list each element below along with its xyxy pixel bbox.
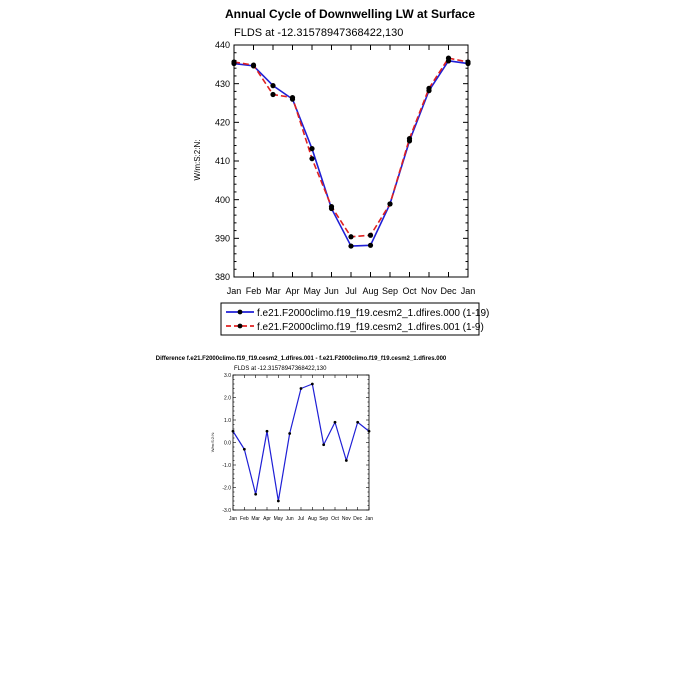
top-chart-series-2-point <box>368 233 373 238</box>
bottom-chart-y-tick-label: 2.0 <box>224 395 231 402</box>
top-chart-series-2-point <box>251 63 256 68</box>
top-chart-series-1-point <box>270 83 275 88</box>
top-chart-series-1-point <box>348 243 353 248</box>
bottom-chart-series-1-point <box>300 387 303 390</box>
bottom-chart-title: Difference f.e21.F2000climo.f19_f19.cesm2_1.dfires.001 - f.e21.F2000climo.f19_f19.cesm2_1.dfires.000 <box>155 356 447 362</box>
bottom-chart-x-tick-label: Jan <box>228 516 238 522</box>
top-chart-series-2-point <box>270 92 275 97</box>
top-chart-x-tick-label: Sep <box>381 286 399 296</box>
bottom-chart-x-tick-label: Apr <box>263 516 271 522</box>
bottom-chart-series-1-point <box>288 432 291 435</box>
bottom-chart-x-tick-label: Dec <box>353 516 363 522</box>
bottom-chart-series-1-point <box>322 443 325 446</box>
bottom-chart-series-1-point <box>311 383 314 386</box>
bottom-chart-x-tick-label: Aug <box>307 516 317 522</box>
top-chart-x-tick-label: Jan <box>226 286 242 296</box>
top-chart-x-tick-label: Apr <box>285 286 300 296</box>
top-chart-y-axis-label: W/m:S:2:N: <box>193 139 202 181</box>
bottom-chart-series-1-point <box>368 430 371 433</box>
bottom-chart-series-1-point <box>243 448 246 451</box>
bottom-chart-y-tick-label: -1.0 <box>222 462 231 469</box>
top-chart-series-2-point <box>387 201 392 206</box>
bottom-chart-x-tick-label: Oct <box>331 516 339 522</box>
bottom-chart-series-1-point <box>334 421 337 424</box>
bottom-chart-x-tick-label: Jan <box>364 516 374 522</box>
bottom-chart-x-tick-label: Feb <box>240 516 249 522</box>
legend-marker-series-2 <box>238 324 243 329</box>
bottom-chart-series-1-point <box>232 430 235 433</box>
top-chart-series <box>231 56 470 249</box>
bottom-chart-y-tick-label: -3.0 <box>222 507 231 514</box>
bottom-chart-x-tick-label: Jul <box>297 516 305 522</box>
bottom-chart-y-tick-label: 1.0 <box>224 417 231 424</box>
top-chart-title: Annual Cycle of Downwelling LW at Surface <box>224 7 476 21</box>
top-chart-y-tick-label: 390 <box>214 233 230 244</box>
bottom-chart-y-tick-label: -2.0 <box>222 485 231 492</box>
top-chart-series-1-point <box>368 243 373 248</box>
bottom-chart-plot-frame <box>233 375 369 510</box>
top-chart-y-tick-label: 440 <box>214 40 230 51</box>
top-chart-series-1-point <box>309 146 314 151</box>
bottom-chart-y-tick-label: 3.0 <box>224 372 231 379</box>
bottom-chart-x-tick-label: May <box>273 516 284 522</box>
top-chart-y-tick-label: 410 <box>214 156 230 167</box>
top-chart-plot-frame <box>234 45 468 277</box>
bottom-chart-series <box>232 383 371 503</box>
bottom-chart-subtitle: FLDS at -12.315789473684​22,130 <box>234 366 327 372</box>
bottom-chart-x-tick-label: Mar <box>251 516 260 522</box>
bottom-chart-series-1-point <box>277 500 280 503</box>
top-chart-series-2-point <box>426 86 431 91</box>
top-chart-y-tick-label: 380 <box>214 272 230 283</box>
bottom-chart-series-1-point <box>254 493 257 496</box>
bottom-chart-series-1-point <box>266 430 269 433</box>
top-chart-x-tick-label: Dec <box>440 286 457 296</box>
legend-marker-series-1 <box>238 310 243 315</box>
bottom-chart-y-axis-label: W/m:S:2:N: <box>210 431 215 453</box>
top-chart-x-tick-label: Mar <box>265 286 281 296</box>
top-chart-series-2-point <box>309 156 314 161</box>
top-chart-y-tick-label: 400 <box>214 194 230 205</box>
top-chart-y-tick-label: 430 <box>214 78 230 89</box>
top-chart-series-2-point <box>231 59 236 64</box>
top-chart-x-tick-label: Jun <box>324 286 339 296</box>
top-chart-series-2-point <box>329 204 334 209</box>
top-chart-x-tick-label: Aug <box>362 286 379 296</box>
bottom-chart-x-tick-label: Nov <box>341 516 351 522</box>
top-chart-x-tick-label: Jan <box>460 286 476 296</box>
top-chart-series-2-point <box>465 59 470 64</box>
bottom-chart-series-1-point <box>356 421 359 424</box>
top-chart-x-tick-label: May <box>303 286 321 296</box>
legend-item-series-1 <box>226 308 489 319</box>
bottom-chart-x-tick-label: Jun <box>285 516 294 522</box>
legend-label-series-1: f.e21.F2000climo.f19_f19.cesm2_1.dfires.000 (1-19) <box>257 308 490 319</box>
top-chart-series-2-point <box>407 136 412 141</box>
bottom-chart-series-1-line <box>233 384 369 501</box>
top-chart-x-tick-label: Feb <box>245 286 262 296</box>
top-chart-subtitle: FLDS at -12.315789473684​22,130 <box>234 27 404 39</box>
legend-item-series-2 <box>226 322 484 333</box>
bottom-chart-x-tick-label: Sep <box>319 516 329 522</box>
bottom-chart-y-tick-label: 0.0 <box>224 440 231 447</box>
top-chart-x-tick-label: Jul <box>345 286 357 296</box>
top-chart-series-2-point <box>290 95 295 100</box>
top-chart-series-2-point <box>446 56 451 61</box>
top-chart-x-tick-label: Nov <box>420 286 438 296</box>
top-chart-x-tick-label: Oct <box>402 286 417 296</box>
top-chart-y-tick-label: 420 <box>214 117 230 128</box>
top-chart-series-2-point <box>348 234 353 239</box>
legend-label-series-2: f.e21.F2000climo.f19_f19.cesm2_1.dfires.001 (1-9) <box>257 322 484 333</box>
bottom-chart-series-1-point <box>345 459 348 462</box>
